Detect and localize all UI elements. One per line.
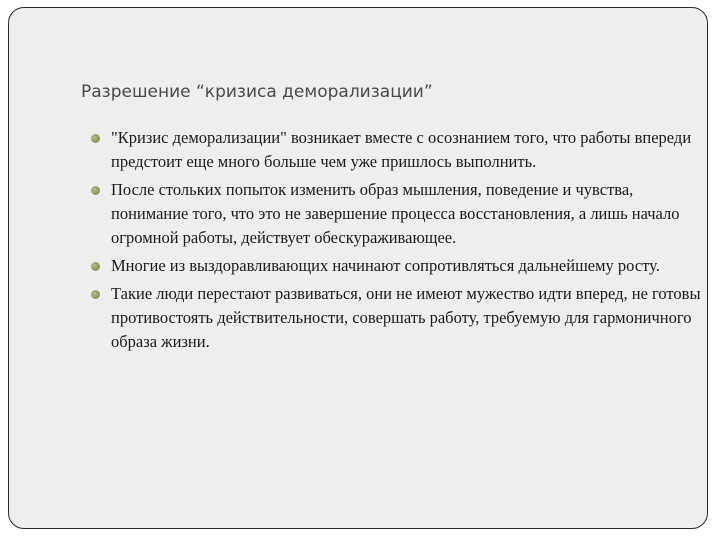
bullet-item	[91, 126, 701, 174]
bullet-text: После стольких попыток изменить образ мышления, поведение и чувства, понимание того, что это не завершение процесса восстановления, а лишь начало огромной работы, действует обескураживающее.	[111, 180, 680, 247]
bullet-text: Многие из выздоравливающих начинают сопротивляться дальнейшему росту.	[111, 256, 660, 275]
bullet-dot-icon	[91, 262, 100, 271]
bullet-item	[91, 254, 701, 278]
bullet-item	[91, 282, 701, 354]
bullet-text: Такие люди перестают развиваться, они не имеют мужество идти вперед, не готовы противостоять действительности, совершать работу, требуемую для гармоничного образа жизни.	[111, 284, 701, 351]
bullet-text: "Кризис деморализации" возникает вместе с осознанием того, что работы впереди предстоит еще много больше чем уже пришлось выполнить.	[111, 128, 692, 171]
bullet-list	[91, 126, 701, 358]
bullet-dot-icon	[91, 186, 100, 195]
bullet-dot-icon	[91, 290, 100, 299]
bullet-dot-icon	[91, 134, 100, 143]
slide-title: Разрешение “кризиса деморализации”	[81, 82, 433, 102]
slide-frame	[8, 7, 708, 529]
bullet-item	[91, 178, 701, 250]
